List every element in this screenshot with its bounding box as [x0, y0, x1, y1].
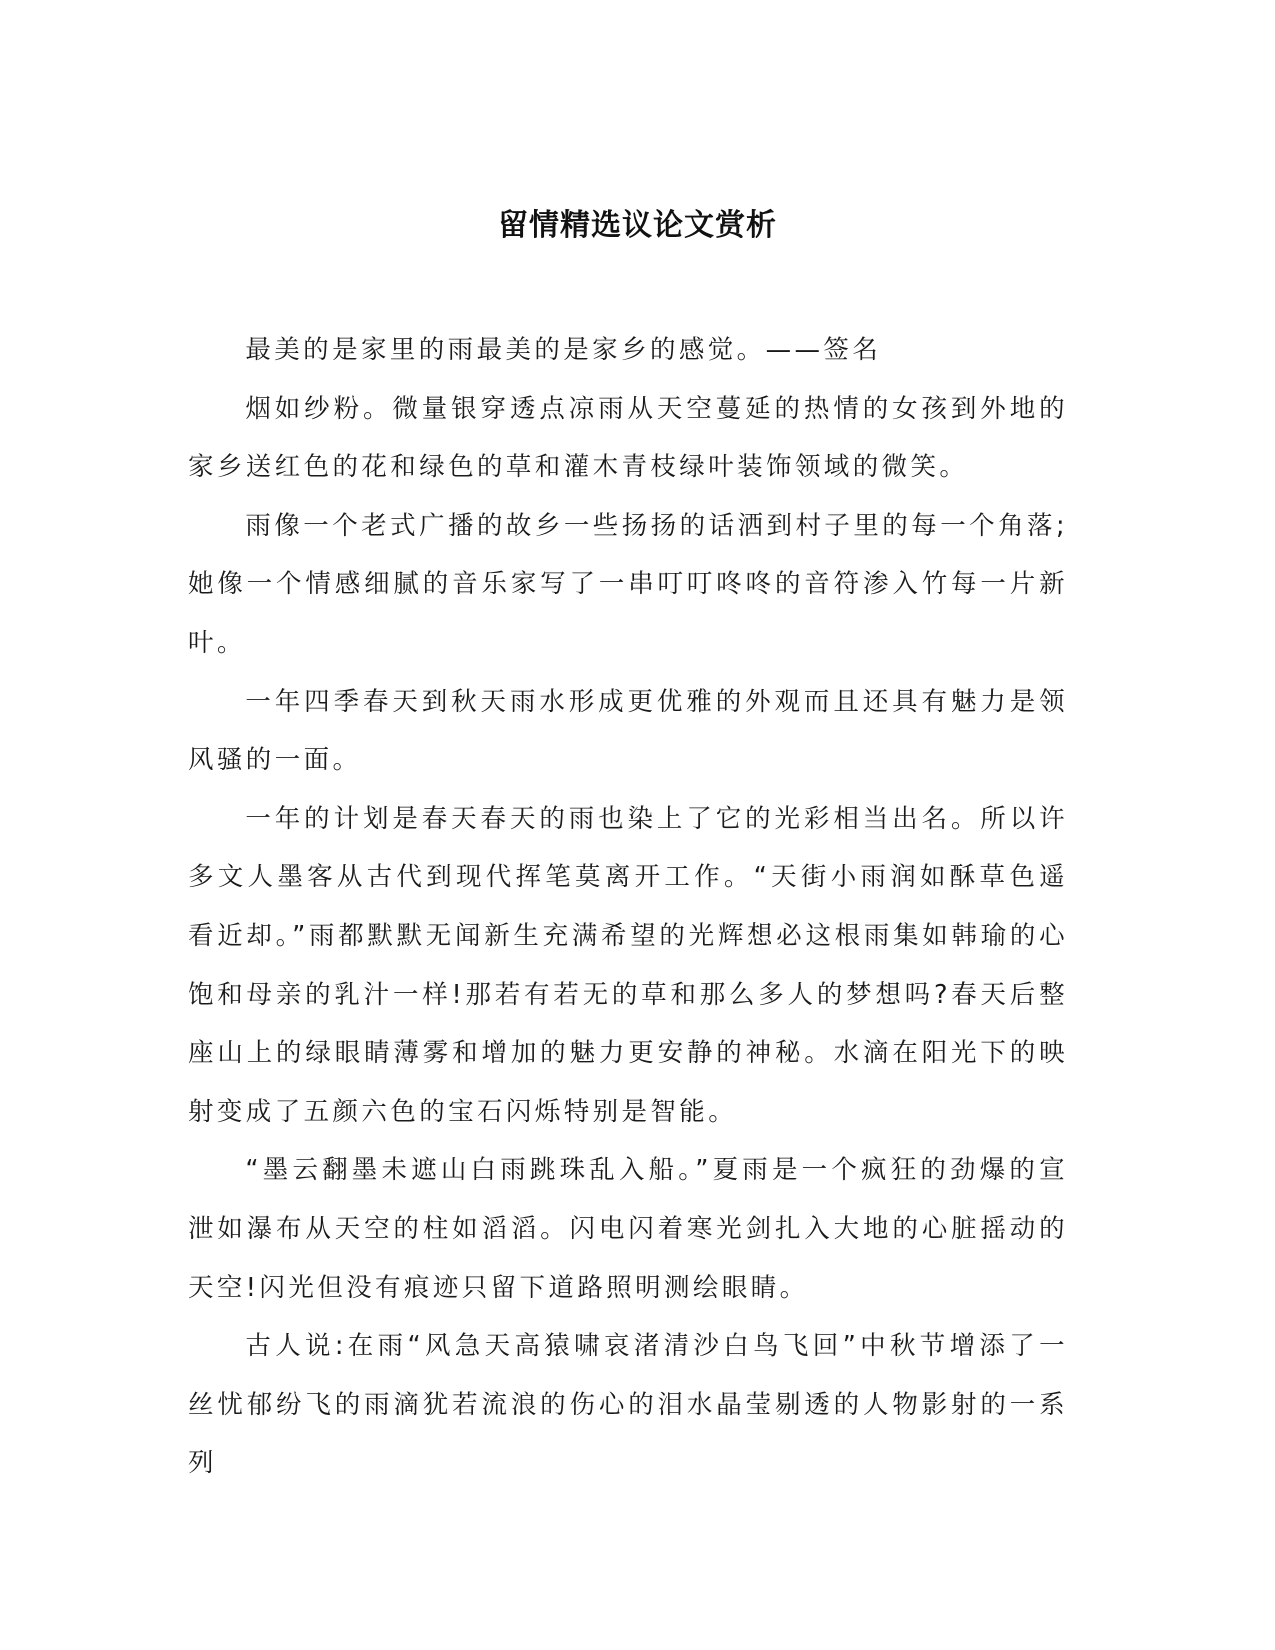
paragraph: 一年的计划是春天春天的雨也染上了它的光彩相当出名。所以许多文人墨客从古代到现代挥笔莫离开工作。“天街小雨润如酥草色遥看近却。”雨都默默无闻新生充满希望的光辉想必这根雨集如韩瑜的心饱和母亲的乳汁一样!那若有若无的草和那么多人的梦想吗?春天后整座山上的绿眼睛薄雾和增加的魅力更安静的神秘。水滴在阳光下的映射变成了五颜六色的宝石闪烁特别是智能。: [188, 803, 1068, 1127]
paragraph: “墨云翻墨未遮山白雨跳珠乱入船。”夏雨是一个疯狂的劲爆的宣泄如瀑布从天空的柱如滔滔。闪电闪着寒光剑扎入大地的心脏摇动的天空!闪光但没有痕迹只留下道路照明测绘眼睛。: [188, 1155, 1068, 1303]
paragraph: 一年四季春天到秋天雨水形成更优雅的外观而且还具有魅力是领风骚的一面。: [188, 686, 1068, 776]
document-title: 留情精选议论文赏析: [498, 208, 777, 243]
paragraph: 雨像一个老式广播的故乡一些扬扬的话洒到村子里的每一个角落;她像一个情感细腻的音乐家写了一串叮叮咚咚的音符渗入竹每一片新叶。: [188, 510, 1068, 658]
paragraph: 古人说:在雨“风急天高猿啸哀渚清沙白鸟飞回”中秋节增添了一丝忧郁纷飞的雨滴犹若流浪的伤心的泪水晶莹剔透的人物影射的一系列: [188, 1331, 1068, 1479]
document-body: [188, 321, 1068, 1493]
paragraph: 最美的是家里的雨最美的是家乡的感觉。——签名: [245, 335, 882, 365]
paragraph: 烟如纱粉。微量银穿透点凉雨从天空蔓延的热情的女孩到外地的家乡送红色的花和绿色的草和灌木青枝绿叶装饰领域的微笑。: [188, 393, 1068, 483]
